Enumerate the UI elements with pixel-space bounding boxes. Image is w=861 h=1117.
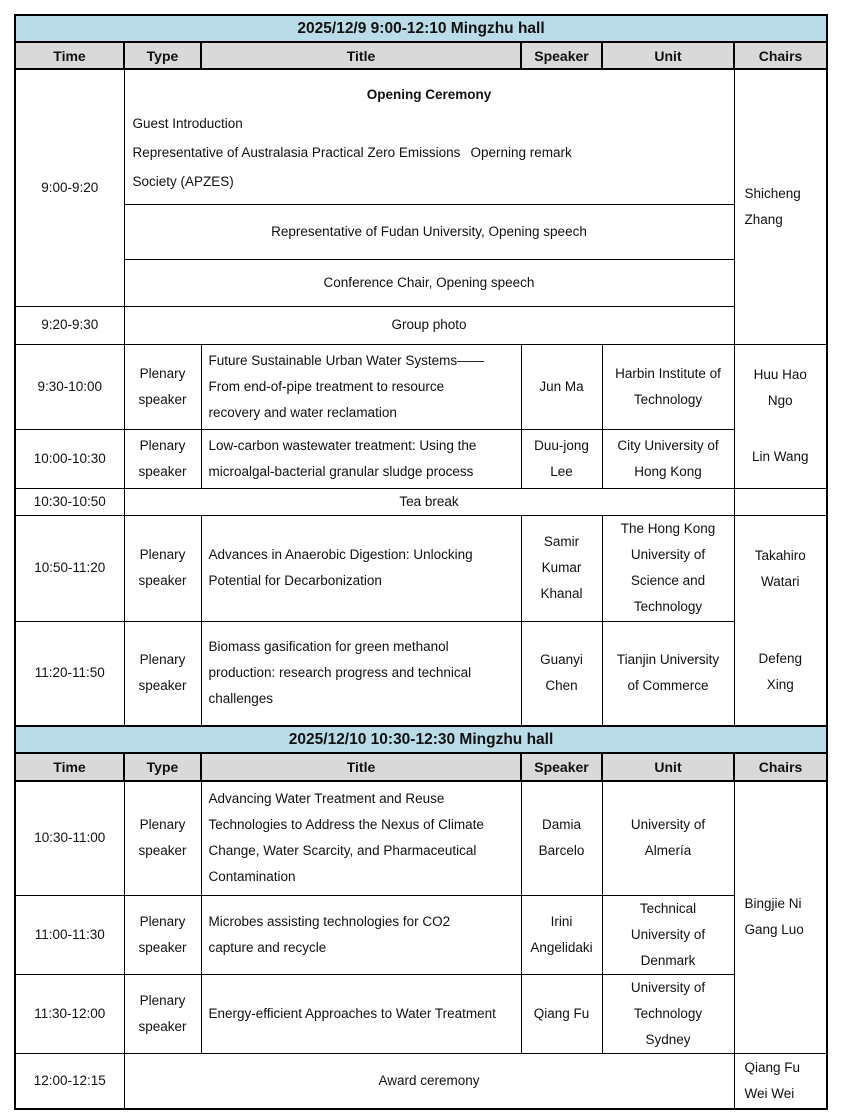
col-header-unit: Unit xyxy=(602,753,734,781)
chair-name: Shicheng Zhang xyxy=(744,185,801,227)
apzes-representative-text: Representative of Australasia Practical Zero Emissions Society (APZES) xyxy=(132,145,461,189)
talk-speaker: Samir Kumar Khanal xyxy=(521,515,602,621)
talk-time: 9:30-10:00 xyxy=(15,344,124,429)
talk-unit: Technical University of Denmark xyxy=(602,895,734,974)
group-photo-time: 9:20-9:30 xyxy=(15,306,124,344)
opening-time: 9:00-9:20 xyxy=(15,69,124,306)
talk-type: Plenary speaker xyxy=(124,344,201,429)
session1-header: 2025/12/9 9:00-12:10 Mingzhu hall xyxy=(15,15,827,42)
conference-chair-speech-cell: Conference Chair, Opening speech xyxy=(124,259,734,306)
talk-title: Biomass gasification for green methanol production: research progress and technical challenges xyxy=(201,621,521,726)
opening-remark-text: Operning remark xyxy=(470,145,572,160)
talk-unit: Tianjin University of Commerce xyxy=(602,621,734,726)
talk-time: 10:30-11:00 xyxy=(15,781,124,895)
col-header-type: Type xyxy=(124,753,201,781)
talk-type: Plenary speaker xyxy=(124,515,201,621)
talk-unit: Harbin Institute of Technology xyxy=(602,344,734,429)
col-header-type: Type xyxy=(124,42,201,69)
tea-break-label: Tea break xyxy=(124,488,734,515)
talk-title: Low-carbon wastewater treatment: Using the microalgal-bacterial granular sludge process xyxy=(201,429,521,488)
talk-type: Plenary speaker xyxy=(124,781,201,895)
talk-speaker: Duu-jong Lee xyxy=(521,429,602,488)
chairs-cell-award xyxy=(734,1053,827,1109)
col-header-speaker: Speaker xyxy=(521,42,602,69)
guest-introduction-line: Guest Introduction xyxy=(132,116,243,131)
talk-type: Plenary speaker xyxy=(124,621,201,726)
talk-title: Future Sustainable Urban Water Systems——From end-of-pipe treatment to resource recovery and water reclamation xyxy=(201,344,521,429)
schedule-table xyxy=(14,14,828,1110)
tea-break-time: 10:30-10:50 xyxy=(15,488,124,515)
talk-speaker: Jun Ma xyxy=(521,344,602,429)
talk-speaker: Damia Barcelo xyxy=(521,781,602,895)
award-label: Award ceremony xyxy=(124,1053,734,1109)
talk-speaker: Qiang Fu xyxy=(521,974,602,1053)
talk-time: 10:00-10:30 xyxy=(15,429,124,488)
session2-header: 2025/12/10 10:30-12:30 Mingzhu hall xyxy=(15,726,827,753)
apzes-line xyxy=(133,138,726,196)
talk-unit: The Hong Kong University of Science and Technology xyxy=(602,515,734,621)
talk-title: Advancing Water Treatment and Reuse Technologies to Address the Nexus of Climate Change, Water Scarcity, and Pharmaceutical Contamination xyxy=(201,781,521,895)
tea-break-chairs-empty xyxy=(734,488,827,515)
chair-name: Gang Luo xyxy=(744,922,804,938)
col-header-chairs: Chairs xyxy=(734,42,827,69)
talk-unit: University of Technology Sydney xyxy=(602,974,734,1053)
chairs-cell-late xyxy=(734,515,827,726)
group-photo-label: Group photo xyxy=(124,306,734,344)
chairs-cell-opening xyxy=(734,69,827,344)
talk-title: Advances in Anaerobic Digestion: Unlocking Potential for Decarbonization xyxy=(201,515,521,621)
talk-title: Energy-efficient Approaches to Water Treatment xyxy=(201,974,521,1053)
chair-name: Takahiro Watari xyxy=(754,547,806,589)
talk-speaker: Guanyi Chen xyxy=(521,621,602,726)
talk-time: 11:20-11:50 xyxy=(15,621,124,726)
chairs-cell-morning xyxy=(734,344,827,488)
col-header-time: Time xyxy=(15,753,124,781)
chair-name: Huu Hao Ngo xyxy=(753,367,807,408)
talk-time: 11:00-11:30 xyxy=(15,895,124,974)
award-time: 12:00-12:15 xyxy=(15,1053,124,1109)
chair-name: Lin Wang xyxy=(752,448,809,464)
col-header-time: Time xyxy=(15,42,124,69)
opening-ceremony-cell xyxy=(124,69,734,204)
col-header-title: Title xyxy=(201,42,521,69)
talk-time: 10:50-11:20 xyxy=(15,515,124,621)
col-header-chairs: Chairs xyxy=(734,753,827,781)
chairs-cell-session2 xyxy=(734,781,827,1053)
opening-ceremony-heading: Opening Ceremony xyxy=(366,87,492,102)
talk-unit: City University of Hong Kong xyxy=(602,429,734,488)
talk-speaker: Irini Angelidaki xyxy=(521,895,602,974)
col-header-unit: Unit xyxy=(602,42,734,69)
chair-name: Qiang Fu xyxy=(744,1059,801,1075)
talk-title: Microbes assisting technologies for CO2 capture and recycle xyxy=(201,895,521,974)
talk-type: Plenary speaker xyxy=(124,974,201,1053)
chair-name: Bingjie Ni xyxy=(744,896,802,912)
chair-name: Wei Wei xyxy=(744,1085,795,1101)
chair-name: Defeng Xing xyxy=(758,651,803,693)
talk-type: Plenary speaker xyxy=(124,895,201,974)
talk-type: Plenary speaker xyxy=(124,429,201,488)
talk-time: 11:30-12:00 xyxy=(15,974,124,1053)
fudan-speech-cell: Representative of Fudan University, Opening speech xyxy=(124,204,734,259)
col-header-title: Title xyxy=(201,753,521,781)
talk-unit: University of Almería xyxy=(602,781,734,895)
col-header-speaker: Speaker xyxy=(521,753,602,781)
